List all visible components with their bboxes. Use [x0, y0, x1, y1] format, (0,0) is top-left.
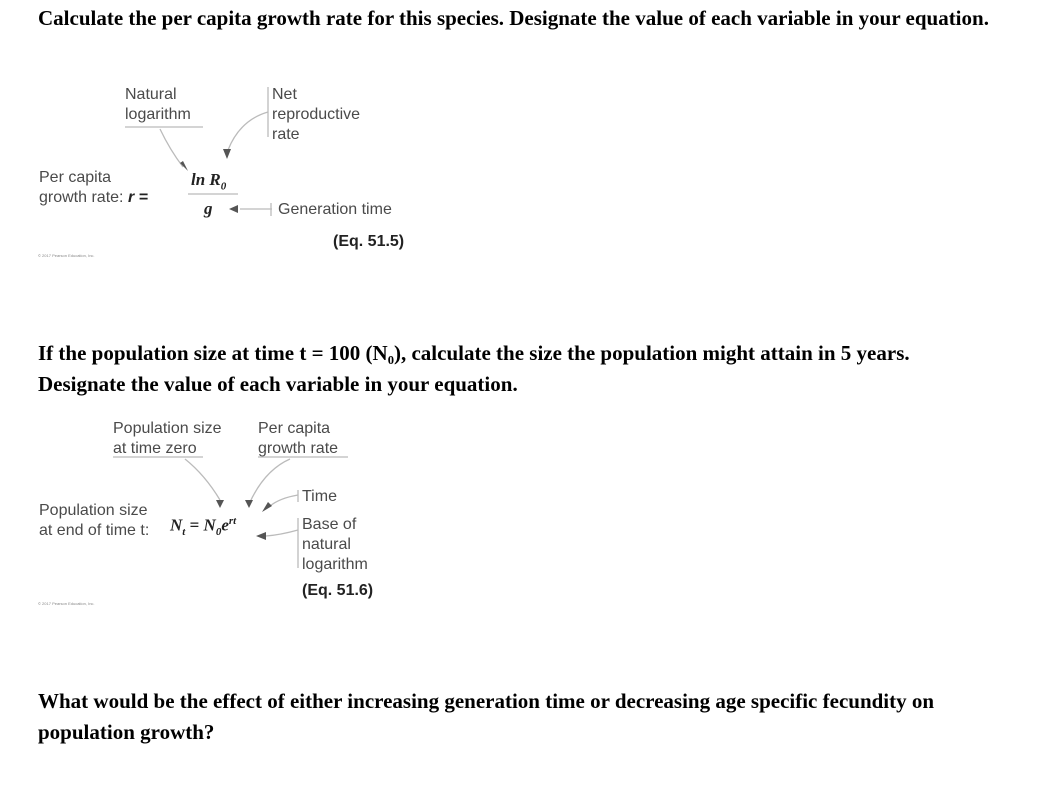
exponential-growth-formula: $N_t = N_0e^{rt}$ — [170, 515, 237, 539]
figure-per-capita-growth-equation — [0, 75, 460, 275]
population-size-end-label: Population size at end of time t: — [39, 502, 150, 539]
numerator-ln-r0: $\ln R_0$ — [191, 170, 227, 193]
natural-logarithm-label: Natural logarithm — [125, 86, 191, 123]
base-natural-log-label: Base of natural logarithm — [302, 516, 368, 573]
net-reproductive-rate-label: Net reproductive rate — [272, 86, 361, 143]
figure1-connector-lines — [0, 75, 460, 275]
copyright-note: © 2017 Pearson Education, Inc. — [38, 253, 95, 258]
equation-number-51-5: (Eq. 51.5) — [333, 233, 405, 250]
question-3: What would be the effect of either increasing generation time or decreasing age specific fecundity on population growth? — [38, 689, 935, 744]
equation-number-51-6: (Eq. 51.6) — [302, 582, 374, 599]
figure-exponential-growth-equation — [0, 410, 460, 620]
per-capita-growth-rate-label-2: Per capita growth rate — [258, 420, 339, 457]
denominator-g: g — [204, 199, 213, 218]
per-capita-growth-rate-label: Per capita growth rate: r = — [39, 169, 148, 206]
question-1: Calculate the per capita growth rate for this species. Designate the value of each variable in your equation. — [38, 6, 989, 30]
time-label: Time — [302, 488, 337, 505]
copyright-note-2: © 2017 Pearson Education, Inc. — [38, 601, 95, 606]
figure2-connector-lines — [0, 410, 460, 620]
generation-time-label: Generation time — [278, 201, 392, 218]
population-size-time-zero-label: Population size at time zero — [113, 420, 222, 457]
question-2: If the population size at time t = 100 (N₀), calculate the size the population might attain in 5 years. Designate the value of each variable in your equation. — [38, 341, 910, 396]
